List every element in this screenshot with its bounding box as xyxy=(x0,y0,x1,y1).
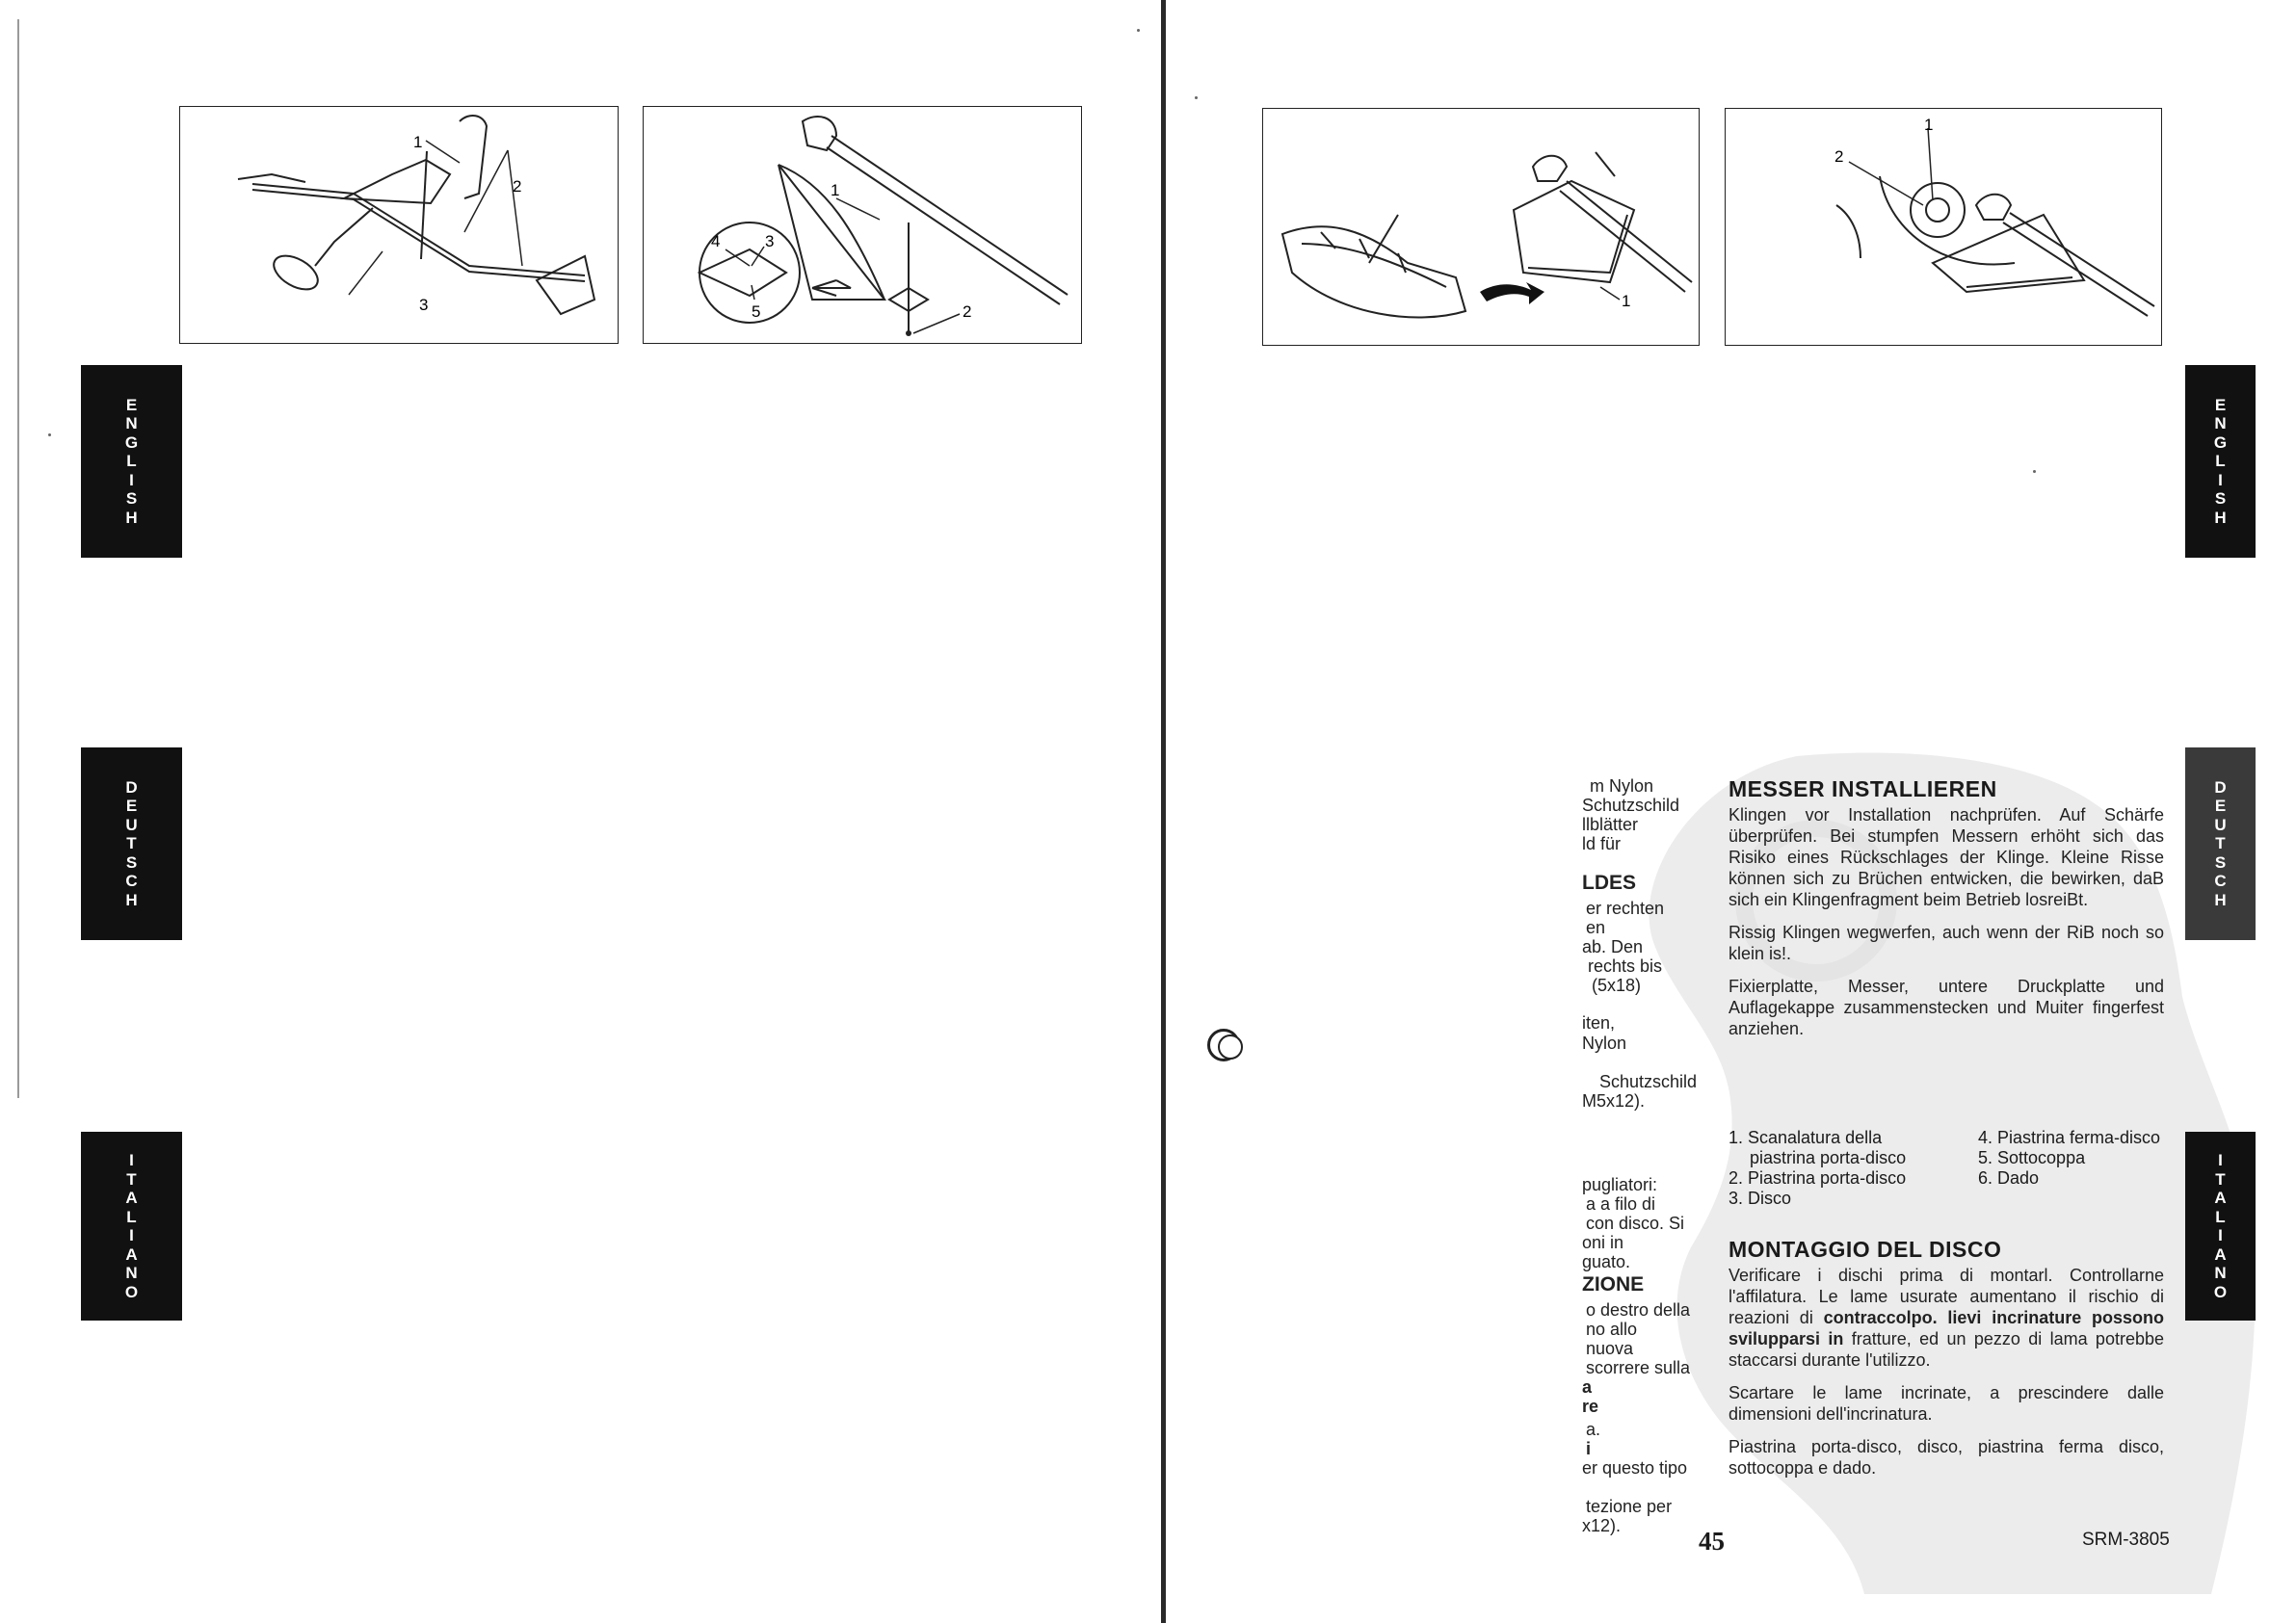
page-number: 45 xyxy=(1699,1527,1725,1556)
it-fragment: no allo xyxy=(1586,1320,1638,1339)
it-fragment: er questo tipo xyxy=(1582,1458,1688,1478)
fig2-label: 1 xyxy=(831,181,840,199)
fig1-label: 1 xyxy=(413,133,423,151)
de-fragment: Schutzschild xyxy=(1582,796,1680,815)
de-fragment: ab. Den xyxy=(1582,937,1644,956)
registration-mark xyxy=(1207,1029,1240,1061)
it-fragment: re xyxy=(1582,1397,1599,1416)
deutsch-heading: MESSER INSTALLIEREN xyxy=(1729,776,1997,801)
deutsch-section xyxy=(1729,776,2164,1039)
fig3-label: 1 xyxy=(1622,292,1631,310)
fig1-label: 3 xyxy=(419,296,429,314)
legend-item: 3. Disco xyxy=(1729,1189,1792,1208)
fig2-label: 5 xyxy=(752,302,761,321)
scan-speck xyxy=(2033,470,2036,473)
deutsch-paragraph: Rissig Klingen wegwerfen, auch wenn der RiB noch so klein is!. xyxy=(1729,923,2164,963)
fig2-label: 4 xyxy=(711,232,721,250)
handle-assembly-drawing xyxy=(180,107,618,343)
de-fragment: iten, xyxy=(1582,1013,1616,1033)
legend-item: 6. Dado xyxy=(1978,1168,2040,1188)
italiano-legend-left xyxy=(1729,1128,1906,1209)
de-fragment: en xyxy=(1586,918,1606,937)
tab-deutsch-right xyxy=(2185,747,2256,940)
tab-deutsch-label: D E U T S C H xyxy=(2214,777,2227,909)
de-fragment: m Nylon xyxy=(1590,776,1654,796)
it-fragment: nuova xyxy=(1586,1339,1634,1358)
fig2-label: 2 xyxy=(963,302,972,321)
it-fragment: pugliatori: xyxy=(1582,1175,1658,1194)
italiano-legend-right xyxy=(1978,1128,2160,1189)
tab-italiano-left xyxy=(81,1132,182,1321)
tab-english-left xyxy=(81,365,182,558)
tab-english-label: E N G L I S H xyxy=(124,395,139,527)
de-fragment: rechts bis xyxy=(1588,956,1663,976)
legend-item: piastrina porta-disco xyxy=(1750,1148,1907,1167)
deutsch-paragraph: Fixierplatte, Messer, untere Druckplatte und Auflagekappe zusammenstecken und Muiter fingerfest anziehen. xyxy=(1729,977,2164,1038)
de-fragment: (5x18) xyxy=(1592,976,1642,995)
it-fragment: con disco. Si xyxy=(1586,1214,1685,1233)
italiano-warning-text: contraccolpo. lievi incrinature possono svilupparsi in xyxy=(1729,1308,2165,1348)
italiano-section xyxy=(1729,1237,2164,1479)
legend-item: 4. Piastrina ferma-disco xyxy=(1978,1128,2161,1147)
fig1-label: 2 xyxy=(513,177,522,196)
italiano-heading: MONTAGGIO DEL DISCO xyxy=(1729,1237,2002,1262)
it-fragment: a. xyxy=(1586,1420,1601,1439)
fig2-label: 3 xyxy=(765,232,775,250)
it-fragment: i xyxy=(1586,1439,1592,1458)
de-fragment: ld für xyxy=(1582,834,1622,853)
guard-plate-drawing xyxy=(644,107,1081,343)
legend-item: 5. Sottocoppa xyxy=(1978,1148,2086,1167)
de-fragment: M5x12). xyxy=(1582,1091,1646,1111)
tab-deutsch-label: D E U T S C H xyxy=(125,777,138,909)
scan-speck xyxy=(1137,29,1140,32)
deutsch-paragraph: Klingen vor Installation nachprüfen. Auf Schärfe überprüfen. Bei stumpfen Messern erhöht sich das Risiko eines Rückschlages der Klinge. Kleine Risse können sich zu Brüchen entwicken, die bewirken, daB sich ein Klingenfragment beim Betrieb losreiBt. xyxy=(1729,805,2164,909)
italiano-paragraph xyxy=(1729,1265,2164,1371)
figure-guard-plate xyxy=(643,106,1082,344)
tab-english-label: E N G L I S H xyxy=(2213,395,2228,527)
it-fragment: oni in xyxy=(1582,1233,1624,1252)
tab-italiano-label: I T A L I A N O xyxy=(124,1151,139,1301)
scan-speck xyxy=(48,433,51,436)
de-fragment: llblätter xyxy=(1582,815,1639,834)
binding-rule xyxy=(17,19,19,1098)
it-fragment: scorrere sulla xyxy=(1586,1358,1691,1377)
it-fragment: x12). xyxy=(1582,1516,1622,1535)
italiano-text: fratture, ed un pezzo di lama potrebbe staccarsi durante l'utilizzo. xyxy=(1729,1329,2164,1370)
figure-guard-screws xyxy=(1725,108,2162,346)
de-fragment: Schutzschild xyxy=(1599,1072,1698,1091)
it-fragment: o destro della xyxy=(1586,1300,1691,1320)
tab-english-right xyxy=(2185,365,2256,558)
de-fragment: er rechten xyxy=(1586,899,1665,918)
scan-speck xyxy=(1195,96,1198,99)
legend-item: 1. Scanalatura della xyxy=(1729,1128,1883,1147)
figure-handle-assembly xyxy=(179,106,619,344)
it-fragment: a a filo di xyxy=(1586,1194,1656,1214)
model-number: SRM-3805 xyxy=(2082,1530,2170,1550)
legend-item: 2. Piastrina porta-disco xyxy=(1729,1168,1907,1188)
figure-guard-install xyxy=(1262,108,1700,346)
fig4-label: 1 xyxy=(1924,116,1934,134)
italiano-paragraph: Piastrina porta-disco, disco, piastrina ferma disco, sottocoppa e dado. xyxy=(1729,1437,2164,1478)
it-fragment: guato. xyxy=(1582,1252,1631,1271)
it-fragment-heading: ZIONE xyxy=(1582,1273,1645,1296)
italiano-text: Verificare i dischi prima di montarl. Controllarne l'affilatura. Le lame usurate aumentano il rischio di reazioni di xyxy=(1729,1266,2164,1327)
fig4-label: 2 xyxy=(1834,147,1844,166)
tab-deutsch-left xyxy=(81,747,182,940)
tab-italiano-label: I T A L I A N O xyxy=(2213,1151,2228,1301)
guard-screws-drawing xyxy=(1726,109,2161,345)
it-fragment: tezione per xyxy=(1586,1497,1673,1516)
italiano-paragraph: Scartare le lame incrinate, a prescindere dalle dimensioni dell'incrinatura. xyxy=(1729,1383,2164,1424)
de-fragment-heading: LDES xyxy=(1582,872,1637,894)
tab-italiano-right xyxy=(2185,1132,2256,1321)
it-fragment: a xyxy=(1582,1377,1593,1397)
guard-install-drawing xyxy=(1263,109,1699,345)
de-fragment: Nylon xyxy=(1582,1034,1627,1053)
